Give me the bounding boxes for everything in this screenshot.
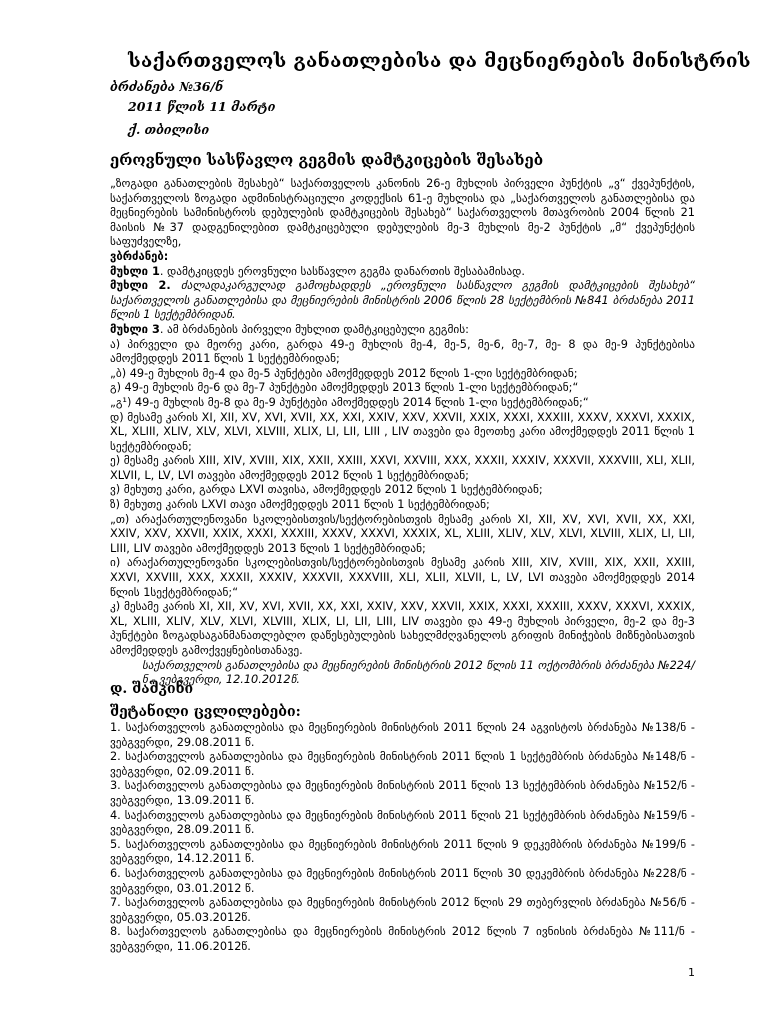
changes-heading: შეტანილი ცვლილებები: [110,704,301,720]
order-subject: ეროვნული სასწავლო გეგმის დამტკიცების შესახებ [110,151,544,169]
article-3-item: ა) პირველი და მეორე კარი, გარდა 49-ე მუხლის მე-4, მე-5, მე-6, მე-7, მე- 8 და მე-9 პუნქტებისა ამოქმედდეს 2011 წლის 1 სექტემბრიდან; [110,337,695,366]
article-3-item: „გ¹) 49-ე მუხლის მე-8 და მე-9 პუნქტები ამოქმედდეს 2014 წლის 1-ლი სექტემბრიდან;“ [110,395,589,409]
change-item: 2. საქართველოს განათლებისა და მეცნიერების მინისტრის 2011 წლის 1 სექტემბრის ბრძანება №148/ნ - ვებგვერდი, 02.09.2011 წ. [110,750,695,778]
article-2 [110,279,695,323]
order-city: ქ. თბილისი [128,122,210,137]
article-3-label: მუხლი 3 [110,322,160,336]
order-date: 2011 წლის 11 მარტი [128,99,276,114]
preamble: „ზოგადი განათლების შესახებ“ საქართველოს კანონის 26-ე მუხლის პირველი პუნქტის „ვ“ ქვეპუნქტის, საქართველოს ზოგადი ადმინისტრაციული კოდექსის 61-ე მუხლისა და „საქართველოს განათლებისა და მეცნიერების სამინისტროს დებულების დამტკიცების შესახებ“ საქართველოს მთავრობის 2004 წლის 21 მაისის №37 დადგენილებით დამტკიცებული დებულების მე-3 მუხლის მე-2 პუნქტის „მ“ ქვეპუნქტის საფუძველზე, [110,177,695,249]
article-1-text: . დამტკიცდეს ეროვნული სასწავლო გეგმა დანართის შესაბამისად. [159,264,526,278]
order-word: ვბრძანებ: [110,249,169,263]
change-item: 5. საქართველოს განათლებისა და მეცნიერების მინისტრის 2011 წლის 9 დეკემბრის ბრძანება №199/ნ - ვებგვერდი, 14.12.2011 წ. [110,837,695,866]
change-item: 4. საქართველოს განათლებისა და მეცნიერების მინისტრის 2011 წლის 21 სექტემბრის ბრძანება №159/ნ - ვებგვერდი, 28.09.2011 წ. [110,808,695,837]
article-1-label: მუხლი 1 [110,264,160,278]
article-1 [110,265,695,280]
changes-list [110,721,695,955]
page-number: 1 [688,966,695,979]
amendment-note: საქართველოს განათლებისა და მეცნიერების მინისტრის 2012 წლის 11 ოქტომბრის ბრძანება №224/ნ - ვებგვერდი, 12.10.2012წ. [142,658,695,687]
article-2-label: მუხლი 2. [110,279,171,293]
article-3-item: ვ) მეხუთე კარი, გარდა LXVI თავისა, ამოქმედდეს 2012 წლის 1 სექტემბრიდან; [110,483,543,497]
article-3 [110,323,695,338]
article-3-item: „თ) არაქართულენოვანი სკოლებისთვის/სექტორებისთვის მესამე კარის XI, XII, XV, XVI, XVII, XX, XXI, XXIV, XXV, XXVII, XXIX, XXXI, XXXIII, XXXV, XXXVI, XXXIX, XL, XLIII, XLIV, XLV, XLVI, XLVIII, XLIX, LI, LII, LIII, LIV თავები ამოქმედდეს 2013 წლის 1 სექტემბრიდან; [110,512,695,555]
article-3-item: კ) მესამე კარის XI, XII, XV, XVI, XVII, XX, XXI, XXIV, XXV, XXVII, XXIX, XXXI, XXXIII, XXXV, XXXVI, XXXIX, XL, XLIII, XLIV, XLV, XLVI, XLVIII, XLIX, LI, LII, LIII, LIV თავები და 49-ე მუხლის პირველი, მე-2 და მე-3 პუნქტები ზოგადსაგანმანათლებლო დაწესებულების სახელმძღვანელოს გრიფის მინიჭების მიზნებისათვის ამოქმედდეს გამოქვეყნებისთანავე. [110,600,695,657]
article-3-item: დ) მესამე კარის XI, XII, XV, XVI, XVII, XX, XXI, XXIV, XXV, XXVII, XXIX, XXXI, XXXIII, XXXV, XXXVI, XXXIX, XL, XLIII, XLIV, XLV, XLVI, XLVIII, XLIX, LI, LII, LIII , LIV თავები და მეოთხე კარი ამოქმედდეს 2011 წლის 1 სექტემბრიდან; [110,410,695,453]
article-3-item: გ) 49-ე მუხლის მე-6 და მე-7 პუნქტები ამოქმედდეს 2013 წლის 1-ლი სექტემბრიდან;“ [110,381,579,395]
article-3-text: . ამ ბრძანების პირველი მუხლით დამტკიცებული გეგმის: [159,322,469,336]
signer-name: დ. შაშკინი [110,681,194,697]
article-3-item: ე) მესამე კარის XIII, XIV, XVIII, XIX, XXII, XXIII, XXVI, XXVIII, XXX, XXXII, XXXIV, XXXVII, XXXVIII, XLI, XLII, XLVII, L, LV, LVI თავები ამოქმედდეს 2012 წლის 1 სექტემბრიდან; [110,454,695,482]
document-title: საქართველოს განათლებისა და მეცნიერების მინისტრის [128,50,751,72]
order-number: ბრძანება №36/ნ [110,79,224,94]
article-2-text: ძალადაკარგულად გამოცხადდეს „ეროვნული სასწავლო გეგმის დამტკიცების შესახებ“ საქართველოს განათლებისა და მეცნიერების მინისტრის 2006 წლის 28 სექტემბრის №841 ბრძანება 2011 წლის 1 სექტემბრიდან. [110,279,695,322]
change-item: 8. საქართველოს განათლებისა და მეცნიერების მინისტრის 2012 წლის 7 ივნისის ბრძანება №111/ნ - ვებგვერდი, 11.06.2012წ. [110,925,695,953]
article-3-item: ი) არაქართულენოვანი სკოლებისთვის/სექტორებისთვის მესამე კარის XIII, XIV, XVIII, XIX, XXII, XXIII, XXVI, XXVIII, XXX, XXXII, XXXIV, XXXVII, XXXVIII, XLI, XLII, XLVII, L, LV, LVI თავები ამოქმედდეს 2014 წლის 1სექტემბრიდან;“ [110,556,695,599]
change-item: 7. საქართველოს განათლებისა და მეცნიერების მინისტრის 2012 წლის 29 თებერვლის ბრძანება №56/ნ - ვებგვერდი, 05.03.2012წ. [110,896,695,924]
change-item: 6. საქართველოს განათლებისა და მეცნიერების მინისტრის 2011 წლის 30 დეკემბრის ბრძანება №228/ნ - ვებგვერდი, 03.01.2012 წ. [110,866,695,895]
article-3-item: ზ) მეხუთე კარის LXVI თავი ამოქმედდეს 2011 წლის 1 სექტემბრიდან; [110,498,490,512]
change-item: 1. საქართველოს განათლებისა და მეცნიერების მინისტრის 2011 წლის 24 აგვისტოს ბრძანება №138/ნ - ვებგვერდი, 29.08.2011 წ. [110,721,695,749]
article-3-item: „ბ) 49-ე მუხლის მე-4 და მე-5 პუნქტები ამოქმედდეს 2012 წლის 1-ლი სექტემბრიდან; [110,366,578,380]
order-body [110,177,695,688]
change-item: 3. საქართველოს განათლებისა და მეცნიერების მინისტრის 2011 წლის 13 სექტემბრის ბრძანება №152/ნ - ვებგვერდი, 13.09.2011 წ. [110,779,695,807]
